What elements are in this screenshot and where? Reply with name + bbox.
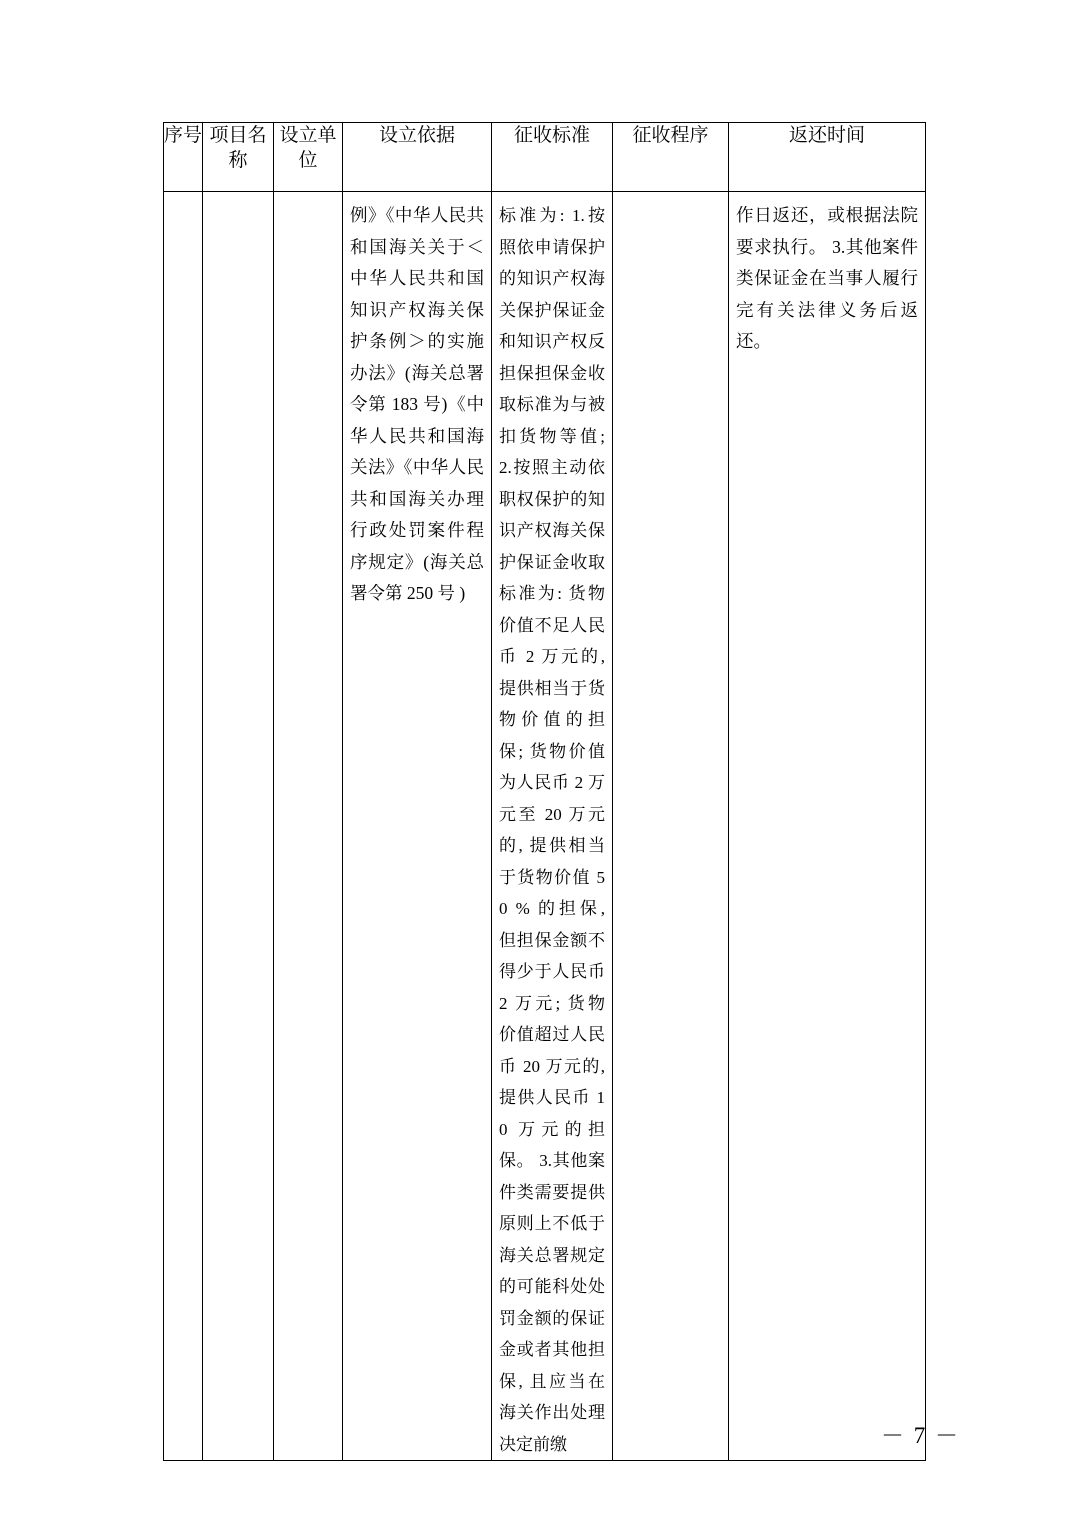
cell-establishing-unit-text <box>274 192 342 200</box>
cell-standard <box>492 192 613 1461</box>
cell-project-name <box>203 192 274 1461</box>
column-header-establishing-unit: 设立单位 <box>274 123 343 192</box>
column-header-return-time: 返还时间 <box>729 123 926 192</box>
cell-standard-text: 标准为: 1.按照依申请保护的知识产权海关保护保证金和知识产权反担保担保金收取标准为与被扣货物等值; 2.按照主动依职权保护的知识产权海关保护保证金收取标准为: 货物价值不足人民币 2 万元的, 提供相当于货物价值的担保; 货物价值为人民币 2 万元至 20 万元的, 提供相当于货物价值 50 % 的担保, 但担保金额不得少于人民币 2 万元; 货物价值超过人民币 20 万元的, 提供人民币 10 万元的担保。 3.其他案件类需要提供原则上不低于海关总署规定的可能科处处罚金额的保证金或者其他担保, 且应当在海关作出处理决定前缴 <box>499 206 605 1454</box>
cell-project-name-text <box>203 192 273 200</box>
column-header-basis: 设立依据 <box>343 123 492 192</box>
table-header-row <box>164 123 926 192</box>
column-header-procedure: 征收程序 <box>613 123 729 192</box>
cell-seq-text <box>164 192 202 200</box>
cell-return-time-text: 作日返还，或根据法院要求执行。 3.其他案件类保证金在当事人履行完有关法律义务后返还。 <box>736 205 918 351</box>
column-header-project-name: 项目名称 <box>203 123 274 192</box>
column-header-standard: 征收标准 <box>492 123 613 192</box>
page-number: － 7 － <box>881 1423 960 1448</box>
cell-procedure-text <box>613 192 728 200</box>
cell-procedure <box>613 192 729 1461</box>
column-header-seq: 序号 <box>164 123 203 192</box>
cell-basis <box>343 192 492 1461</box>
cell-basis-text: 例》《中华人民共和国海关关于＜中华人民共和国知识产权海关保护条例＞的实施办法》(海关总署令第 183 号)《中华人民共和国海关法》《中华人民共和国海关办理行政处罚案件程序规定》(海关总署令第 250 号 ) <box>350 205 484 603</box>
cell-establishing-unit <box>274 192 343 1461</box>
table-row <box>164 192 926 1461</box>
cell-seq <box>164 192 203 1461</box>
fees-table <box>163 122 926 1461</box>
cell-return-time <box>729 192 926 1461</box>
